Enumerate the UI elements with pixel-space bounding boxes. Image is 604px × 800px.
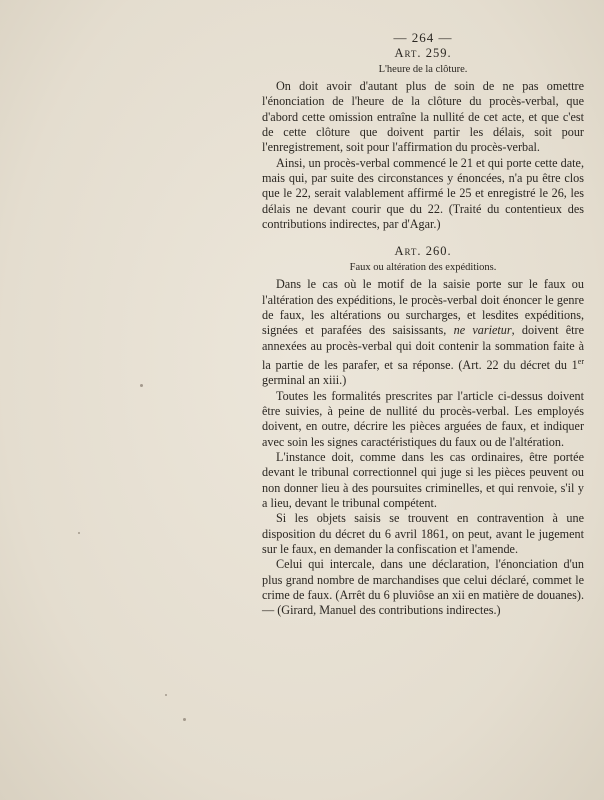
article-label: Art. xyxy=(394,244,422,259)
paragraph-text: Dans le cas où le motif de la saisie porte sur le faux ou l'altération des expéditions, le procès-verbal doit énoncer le genre de faux, les altérations ou surcharges, et lesdites expéditions, signées et parafées des saisissants, xyxy=(262,277,584,338)
paragraph: Ainsi, un procès-verbal commencé le 21 et qui porte cette date, mais qui, par suite des circonstances y énoncées, n'a pu être clos que le 22, serait valablement affirmé le 25 et enregistré le 26, les délais ne devant courir que du 22. (Traité du contentieux des contributions indirectes, par d'Agar.) xyxy=(262,155,584,232)
paragraph-text: germinal an xiii.) xyxy=(262,373,347,388)
paragraph: Celui qui intercale, dans une déclaration, l'énonciation d'un plus grand nombre de marchandises que celui déclaré, commet le crime de faux. (Arrêt du 6 pluviôse an xii en matière de douanes). — (Girard, Manuel des contributions indirectes.) xyxy=(262,557,584,618)
paper-spot xyxy=(78,532,80,534)
paper-spot xyxy=(140,384,143,387)
paragraph: L'instance doit, comme dans les cas ordinaires, être portée devant le tribunal correctionnel qui juge si les pièces peuvent ou non donner lieu à des poursuites criminelles, et qui renvoie, s'il y a lieu, devant le tribunal compétent. xyxy=(262,450,584,511)
page-number: — 264 — xyxy=(393,30,453,45)
article-number: 259. xyxy=(425,46,452,61)
paragraph: Toutes les formalités prescrites par l'article ci-dessus doivent être suivies, à peine de nullité du procès-verbal. Les employés doivent, en outre, décrire les pièces arguées de faux, et indiquer avec soin les signes caractéristiques du faux ou de l'altération. xyxy=(262,388,584,449)
paragraph xyxy=(262,277,584,388)
article-label: Art. xyxy=(394,46,422,61)
text-column xyxy=(262,30,584,619)
article-number: 260. xyxy=(425,244,452,259)
paper-spot xyxy=(165,694,167,696)
latin-phrase: ne varietur xyxy=(453,323,512,338)
paper-spot xyxy=(183,718,186,721)
article-259-title: L'heure de la clôture. xyxy=(378,63,468,75)
article-260-title: Faux ou altération des expéditions. xyxy=(349,261,497,273)
paragraph: Si les objets saisis se trouvent en contravention à une disposition du décret du 6 avril 1861, on peut, avant le jugement sur le faux, en demander la confiscation et l'amende. xyxy=(262,511,584,557)
article-259-heading xyxy=(262,46,584,61)
paragraph-text: , doivent être annexées au procès-verbal qui doit contenir la sommation faite à la partie de les parafer, et sa réponse. (Art. 22 du décret du 1 xyxy=(262,323,584,372)
paragraph: On doit avoir d'autant plus de soin de ne pas omettre l'énonciation de l'heure de la clôture du procès-verbal, que d'abord cette omission entraîne la nullité de cet acte, et que c'est de cette clôture que doivent partir les délais, soit pour l'enregistrement, soit pour l'affirmation du procès-verbal. xyxy=(262,79,584,155)
superscript: er xyxy=(577,356,584,366)
article-260-heading xyxy=(262,244,584,259)
